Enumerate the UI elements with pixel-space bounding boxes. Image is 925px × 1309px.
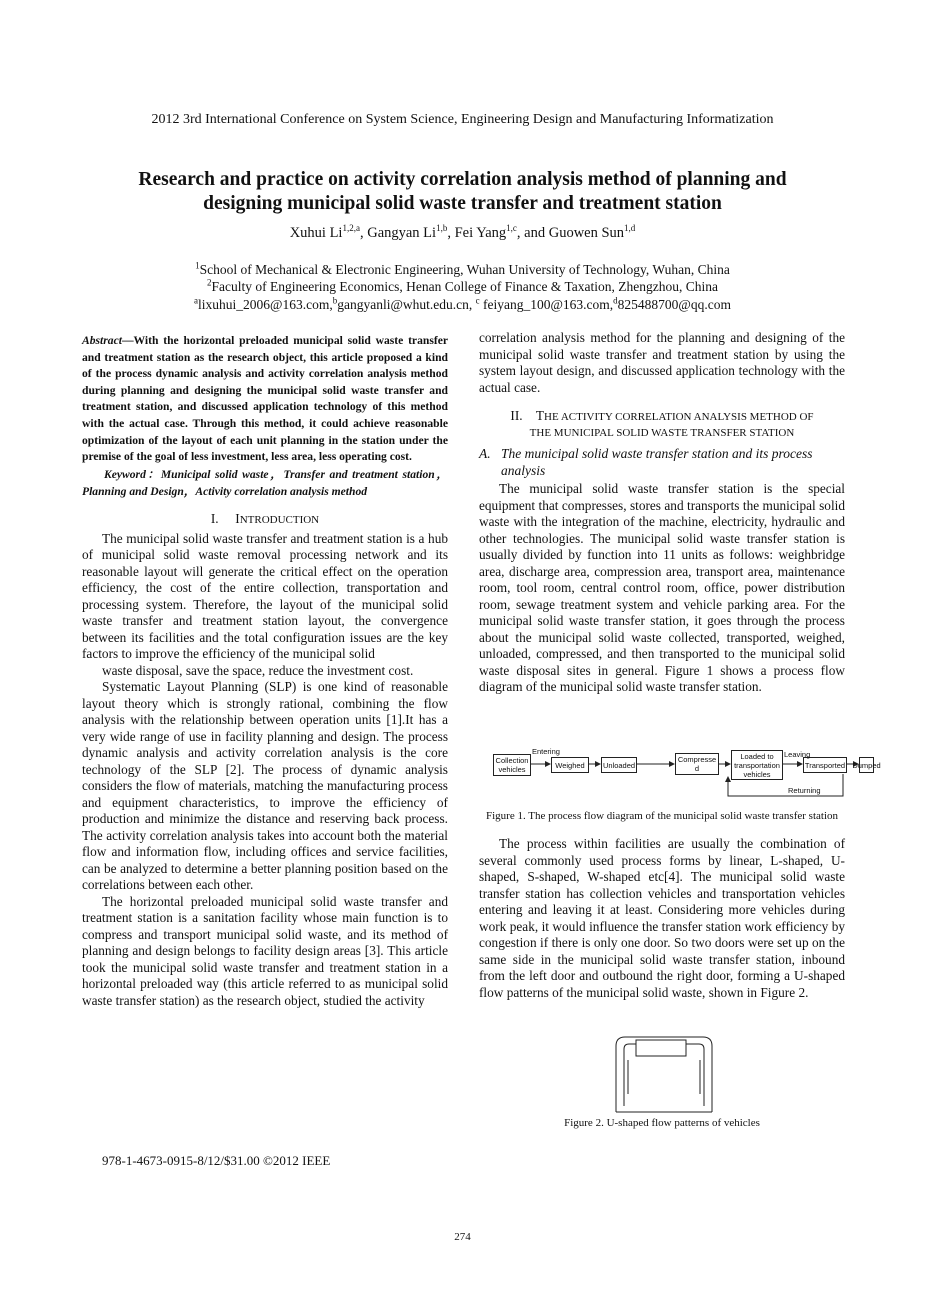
author-4: Guowen Sun [548,225,625,241]
affiliation-2-text: Faculty of Engineering Economics, Henan College of Finance & Taxation, Zhengzhou, China [211,279,718,294]
figure-2-diagram [612,1034,716,1114]
author-1-sup: 1,2,a [342,223,360,234]
title-line-1: Research and practice on activity correlation analysis method of planning and [138,169,787,190]
email-3-sup: c [475,295,480,306]
label-leaving: Leaving [784,750,811,759]
email-2-sup: b [332,295,338,306]
figure-2-caption: Figure 2. U-shaped flow patterns of vehicles [564,1117,760,1129]
author-3: Fei Yang [454,225,507,241]
conference-header: 2012 3rd International Conference on System Science, Engineering Design and Manufacturing Informatization [151,112,774,127]
right-paragraph-2: The process within facilities are usually the combination of several commonly used process forms by linear, L-shaped, U-shaped, S-shaped, W-shaped etc[4]. The municipal solid waste transfer station has collection vehicles and transportation vehicles entering and leaving it at least. Considering more vehicles during work peak, it would influence the transfer station work efficiency by congestion if there is only one door. So two doors were set up on the same side in the municipal solid waste transfer station, inbound from the left door and outbound the right door, forming a U-shaped flow patterns of the municipal solid waste, shown in Figure 2. [479,836,845,1000]
heading-rest: NTRODUCTION [239,513,320,526]
author-separator: , [447,225,455,241]
intro-paragraph-1b: waste disposal, save the space, reduce the investment cost. [102,662,414,678]
subsection-number: A. [479,446,491,461]
author-2-sup: 1,b [436,223,448,234]
flow-box-dumped: Dumped [859,757,874,773]
flow-box-weighed: Weighed [551,757,589,773]
heading-line-2: THE MUNICIPAL SOLID WASTE TRANSFER STATION [529,427,795,439]
author-emails [0,296,925,313]
heading-initial: T [535,408,545,423]
flow-box-unloaded: Unloaded [601,757,637,773]
intro-body [82,531,448,1010]
flow-box-collection: Collection vehicles [493,754,531,776]
figure-1-caption: Figure 1. The process flow diagram of the municipal solid waste transfer station [485,810,839,822]
label-entering: Entering [532,747,560,756]
keywords: Keyword：Municipal solid waste，Transfer and treatment station，Planning and Design，Activity correlation analysis method [82,467,448,498]
affiliation-1 [0,261,925,278]
subsection-a-heading [479,445,845,479]
heading-initial: I [235,510,240,526]
affiliation-1-text: School of Mechanical & Electronic Engineering, Wuhan University of Technology, Wuhan, China [199,262,730,277]
section-number: II. [510,408,523,423]
intro-paragraph-1: The municipal solid waste transfer and treatment station is a hub of municipal solid waste removal processing network and its reasonable layout will generate the critical effect on the operation efficiency, the cost of the entire collection, transportation and processing system. Therefore, the layout of the municipal solid waste transfer and treatment station layout, the convergence between its facilities and the total configuration issues are the key factors to improve the efficiency of the municipal solid [82,530,448,662]
section-number: I. [210,510,219,526]
left-column [82,333,448,1009]
title-line-2: designing municipal solid waste transfer and treatment station [203,193,722,214]
email-2: gangyanli@whut.edu.cn, [337,297,476,312]
author-list [0,225,925,242]
affiliation-1-sup: 1 [195,260,200,271]
right-paragraph-2-block [479,836,845,1001]
right-column [479,330,845,696]
intro-paragraph-2: Systematic Layout Planning (SLP) is one kind of reasonable layout theory which is strongly rational, combining the flow analysis with the relationship between operation units [1].It has a very wide range of use in facility planning and design. The process dynamic analysis and activity correlation analysis is the core technology of the SLP [2]. The process of dynamic analysis considers the flow of materials, matching the manufacturing process and equipment characteristics, to improve the efficiency of production and minimize the distance and reserving back process. The activity correlation analysis takes into account both the material flow and information flow, including offices and service facilities, can be analyzed to determine a better planning position based on the correlations between each other. [82,679,448,893]
flow-box-transported: Transported [803,757,847,773]
right-paragraph-0: correlation analysis method for the planning and designing of the municipal solid waste transfer and treatment station by using the system layout design, and discussed application technology with the actual case. [479,330,845,395]
abstract [82,333,448,466]
flow-box-compressed: Compresse d [675,753,719,775]
section-1-heading [82,511,448,527]
author-2: Gangyan Li [367,225,437,241]
subsection-title: The municipal solid waste transfer station and its process analysis [501,446,813,478]
copyright-footer: 978-1-4673-0915-8/12/$31.00 ©2012 IEEE [102,1153,331,1168]
label-returning: Returning [788,786,821,795]
author-3-sup: 1,c [506,223,517,234]
author-4-sup: 1,d [624,223,636,234]
section-2-heading [479,408,845,441]
author-separator: , [359,225,368,241]
abstract-label: Abstract [82,334,122,347]
intro-paragraph-3: The horizontal preloaded municipal solid waste transfer and treatment station is a sanitation facility whose main function is to compress and transport municipal solid waste, and its method of planning and design belongs to facility design areas [3]. This article took the municipal solid waste transfer and treatment station in a horizontal preloaded way (this article referred to as municipal solid waste transfer station) as the research object, studied the activity [82,893,448,1008]
affiliation-2 [0,278,925,295]
author-1: Xuhui Li [289,225,343,241]
paper-title [80,168,845,216]
right-paragraph-1: The municipal solid waste transfer station is the special equipment that compresses, stores and transports the municipal solid waste with the integration of the machine, electricity, hydraulic and other technologies. The municipal solid waste transfer station is usually divided by function into 11 units as follows: weighbridge area, discharge area, compression area, transport area, maintenance room, tool room, central control room, office, power distribution room, sewage treatment system and vehicle parking area. For the municipal solid waste transfer station, it goes through the process about the municipal solid waste collected, transported, weighed, unloaded, compressed, and then transported to the municipal solid waste disposal sites in general. Figure 1 shows a process flow diagram of the municipal solid waste transfer station. [479,481,845,694]
flow-box-loaded: Loaded to transportation vehicles [731,750,783,780]
email-4: 825488700@qq.com [617,297,731,312]
figure-1-diagram [488,746,881,802]
author-separator: , and [516,225,549,241]
abstract-text: —With the horizontal preloaded municipal solid waste transfer and treatment station as the research object, this article proposed a kind of the process dynamic analysis and activity correlation analysis method during planning and designing the municipal solid waste transfer and treatment station, and discussed application technology of this method with the actual case. Through this method, it could achieve reasonable optimization of the layout of each unit planning in the station under the premise of the goal of less investment, less area, less operating cost. [82,334,448,464]
email-3: feiyang_100@163.com, [479,297,614,312]
page-number: 274 [454,1231,471,1243]
heading-rest: HE ACTIVITY CORRELATION ANALYSIS METHOD OF [544,411,814,423]
affiliation-2-sup: 2 [207,277,212,288]
email-1-sup: a [194,295,199,306]
email-1: lixuhui_2006@163.com, [198,297,333,312]
email-4-sup: d [613,295,618,306]
